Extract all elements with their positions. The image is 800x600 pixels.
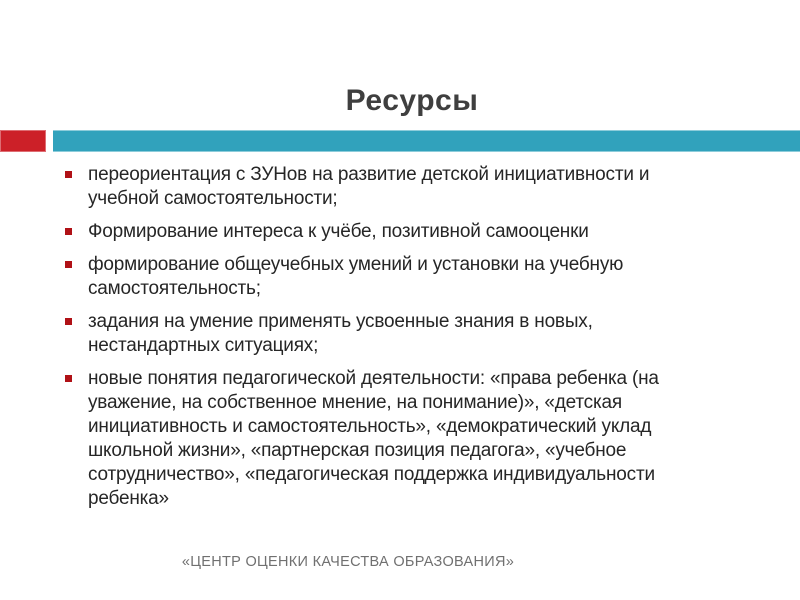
bullet-text: задания на умение применять усвоенные знания в новых, нестандартных ситуациях; <box>88 311 593 356</box>
bullet-text: переориентация с ЗУНов на развитие детской инициативности и учебной самостоятельности; <box>88 164 650 209</box>
bullet-list <box>62 163 712 520</box>
bullet-item <box>62 163 712 211</box>
teal-accent-bar <box>53 130 800 152</box>
title-divider <box>0 130 800 152</box>
bullet-item <box>62 367 712 511</box>
bullet-square-icon <box>65 228 72 235</box>
bullet-square-icon <box>65 171 72 178</box>
bullet-item <box>62 310 712 358</box>
slide-title: Ресурсы <box>345 84 479 117</box>
bullet-square-icon <box>65 261 72 268</box>
slide-footer: «ЦЕНТР ОЦЕНКИ КАЧЕСТВА ОБРАЗОВАНИЯ» <box>181 554 515 570</box>
bullet-item <box>62 220 712 244</box>
bullet-square-icon <box>65 318 72 325</box>
red-accent-block <box>0 130 46 152</box>
bullet-text: Формирование интереса к учёбе, позитивной самооценки <box>88 221 589 242</box>
bullet-text: формирование общеучебных умений и установки на учебную самостоятельность; <box>88 254 624 299</box>
bullet-text: новые понятия педагогической деятельности: «права ребенка (на уважение, на собственное мнение, на понимание)», «детская инициативность и самостоятельность», «демократический уклад школьной жизни», «партнерская позиция педагога», «учебное сотрудничество», «педагогическая поддержка индивидуальности ребенка» <box>88 368 659 509</box>
bullet-item <box>62 253 712 301</box>
bullet-square-icon <box>65 375 72 382</box>
